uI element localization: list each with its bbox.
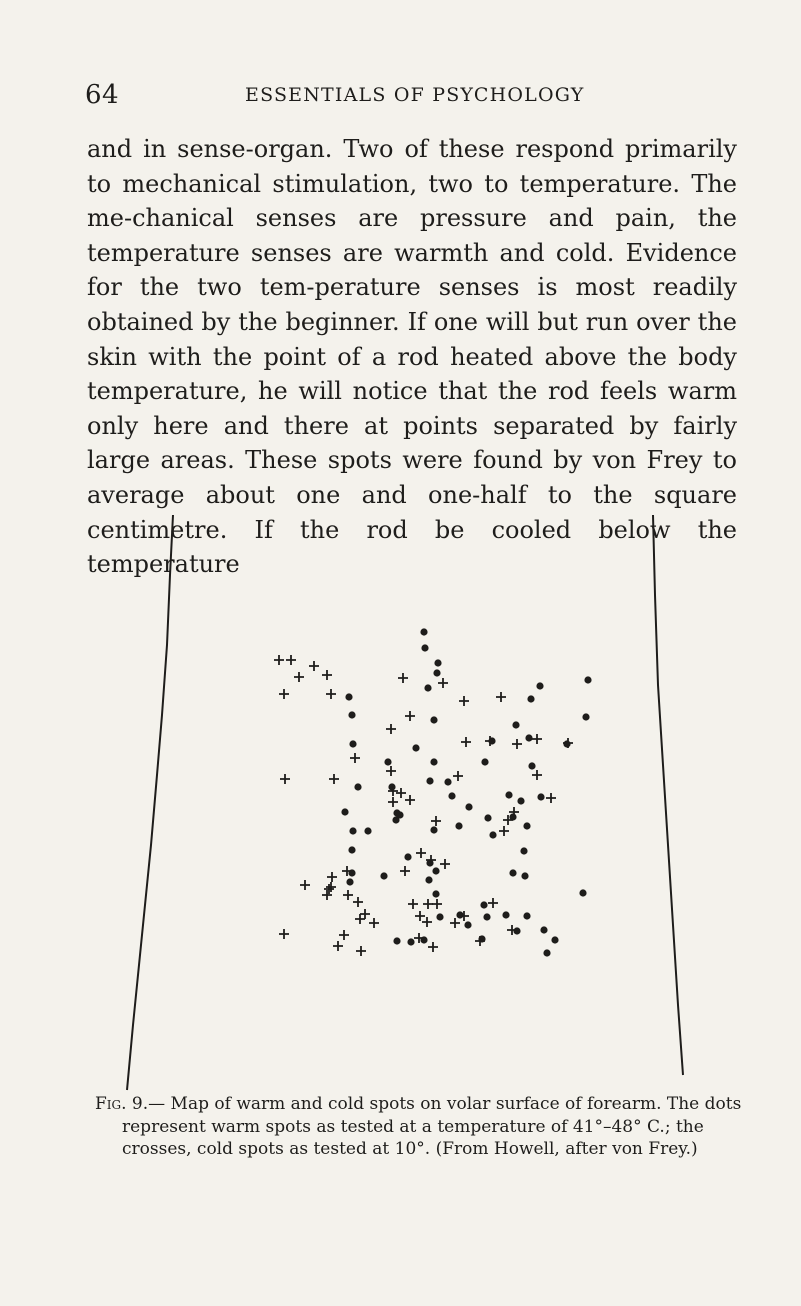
cold-spot-cross: [324, 884, 334, 894]
warm-spot-dot: [481, 758, 488, 765]
warm-spot-dot: [525, 734, 532, 741]
cold-spot-cross: [398, 673, 408, 683]
cold-spot-cross: [416, 848, 426, 858]
warm-spot-dot: [345, 693, 352, 700]
warm-spot-dot: [483, 913, 490, 920]
cold-spot-cross: [396, 788, 406, 798]
warm-spot-dot: [393, 937, 400, 944]
cold-spot-cross: [405, 711, 415, 721]
warm-spot-dot: [465, 803, 472, 810]
warm-spot-dot: [509, 869, 516, 876]
body-paragraph: and in sense-organ. Two of these respond primarily to mechanical stimulation, two to temperature. The me-chanical senses are pressure and pain, the temperature senses are warmth and cold. Evidence for the two tem-perature senses is most readily obtained by the beginner. If one will but run over the skin with the point of a rod heated above the body temperature, he will notice that the rod feels warm only here and there at points separated by fairly large areas. These spots were found by von Frey to average about one and one-half to the square centimetre. If the rod be cooled below the temperature: [87, 135, 737, 579]
warm-spot-dot: [407, 938, 414, 945]
forearm-outline-right: [653, 515, 683, 1075]
cold-spot-cross: [440, 859, 450, 869]
warm-spot-dot: [430, 826, 437, 833]
warm-spot-dot: [536, 682, 543, 689]
spot-map-svg: [115, 515, 715, 1105]
cold-spot-cross: [386, 724, 396, 734]
cold-spot-cross: [496, 692, 506, 702]
warm-spot-dot: [430, 758, 437, 765]
cold-spot-cross: [369, 918, 379, 928]
cold-spot-cross: [343, 890, 353, 900]
warm-spot-dot: [563, 740, 570, 747]
warm-spot-dot: [521, 872, 528, 879]
warm-spot-dot: [421, 644, 428, 651]
cold-spot-cross: [309, 661, 319, 671]
cold-spot-cross: [422, 917, 432, 927]
cold-spot-cross: [400, 866, 410, 876]
cold-spot-cross: [333, 941, 343, 951]
warm-spot-dot: [456, 911, 463, 918]
cold-spot-cross: [274, 655, 284, 665]
warm-spot-dot: [433, 669, 440, 676]
warm-spot-dot: [426, 777, 433, 784]
warm-spot-dot: [513, 927, 520, 934]
cold-spot-cross: [415, 911, 425, 921]
cold-spot-cross: [461, 737, 471, 747]
warm-spot-dot: [455, 822, 462, 829]
cold-spot-cross: [355, 914, 365, 924]
warm-spot-dot: [448, 792, 455, 799]
cold-spot-cross: [453, 771, 463, 781]
warm-spot-dot: [380, 872, 387, 879]
cold-spot-cross: [350, 753, 360, 763]
figure-caption: [95, 1093, 775, 1161]
warm-spot-dot: [523, 822, 530, 829]
warm-spot-dot: [432, 867, 439, 874]
warm-spot-dot: [436, 913, 443, 920]
cold-spot-cross: [428, 942, 438, 952]
cold-spot-cross: [279, 929, 289, 939]
cold-spot-cross: [532, 734, 542, 744]
warm-spot-dot: [430, 716, 437, 723]
cold-spot-cross: [300, 880, 310, 890]
warm-spot-dot: [551, 936, 558, 943]
cold-spot-cross: [286, 655, 296, 665]
warm-spot-dot: [528, 762, 535, 769]
warm-spot-dot: [444, 778, 451, 785]
figure-spot-map: [115, 515, 715, 1105]
cold-spot-cross: [322, 670, 332, 680]
cold-spot-cross: [326, 689, 336, 699]
cold-spot-cross: [423, 899, 433, 909]
warm-spot-dot: [404, 853, 411, 860]
page-number: 64: [85, 80, 120, 110]
warm-spot-dot: [412, 744, 419, 751]
warm-spot-dot: [517, 797, 524, 804]
warm-spot-dot: [537, 793, 544, 800]
warm-spot-dot: [388, 783, 395, 790]
forearm-outline-left: [127, 515, 173, 1090]
cold-spot-cross: [280, 774, 290, 784]
cold-spot-cross: [360, 909, 370, 919]
warm-spot-dot: [480, 901, 487, 908]
warm-spot-dot: [425, 876, 432, 883]
warm-spot-dot: [434, 659, 441, 666]
warm-spot-dot: [346, 878, 353, 885]
cold-spot-cross: [450, 918, 460, 928]
warm-spot-dot: [512, 721, 519, 728]
warm-spot-dot: [424, 684, 431, 691]
warm-spot-dot: [505, 791, 512, 798]
cold-spot-cross: [532, 770, 542, 780]
cold-spot-cross: [408, 899, 418, 909]
warm-spot-dot: [348, 711, 355, 718]
cold-spot-cross: [546, 793, 556, 803]
warm-spot-dot: [527, 695, 534, 702]
warm-spot-dot: [341, 808, 348, 815]
cold-spot-cross: [488, 898, 498, 908]
cold-spot-cross: [438, 678, 448, 688]
cold-spot-cross: [459, 696, 469, 706]
warm-spot-dot: [523, 912, 530, 919]
warm-spot-dot: [349, 827, 356, 834]
cold-spot-cross: [339, 930, 349, 940]
cold-spot-cross: [485, 736, 495, 746]
cold-spot-cross: [432, 899, 442, 909]
warm-spot-dot: [584, 676, 591, 683]
warm-spot-dot: [543, 949, 550, 956]
warm-spot-dot: [579, 889, 586, 896]
running-head: ESSENTIALS OF PSYCHOLOGY: [245, 84, 585, 106]
warm-spot-dot: [396, 811, 403, 818]
warm-spot-dot: [502, 911, 509, 918]
warm-spot-dot: [489, 831, 496, 838]
spot-group: [274, 628, 592, 956]
cold-spot-cross: [431, 816, 441, 826]
warm-spot-dot: [384, 758, 391, 765]
cold-spot-cross: [279, 689, 289, 699]
cold-spot-cross: [512, 739, 522, 749]
cold-spot-cross: [405, 795, 415, 805]
warm-spot-dot: [354, 783, 361, 790]
warm-spot-dot: [420, 628, 427, 635]
cold-spot-cross: [329, 774, 339, 784]
cold-spot-cross: [353, 897, 363, 907]
warm-spot-dot: [349, 740, 356, 747]
cold-spot-cross: [386, 766, 396, 776]
figure-label: Fig. 9.: [95, 1094, 149, 1114]
cold-spot-cross: [356, 946, 366, 956]
cold-spot-cross: [294, 672, 304, 682]
warm-spot-dot: [348, 846, 355, 853]
warm-spot-dot: [464, 921, 471, 928]
warm-spot-dot: [484, 814, 491, 821]
warm-spot-dot: [582, 713, 589, 720]
warm-spot-dot: [364, 827, 371, 834]
figure-caption-text: — Map of warm and cold spots on volar surface of forearm. The dots represent warm spots as tested at a temperature of 41°–48° C.; the crosses, cold spots as tested at 10°. (From Howell, after von Frey.): [122, 1094, 742, 1159]
warm-spot-dot: [432, 890, 439, 897]
cold-spot-cross: [327, 872, 337, 882]
warm-spot-dot: [540, 926, 547, 933]
cold-spot-cross: [388, 797, 398, 807]
cold-spot-cross: [499, 826, 509, 836]
warm-spot-dot: [520, 847, 527, 854]
